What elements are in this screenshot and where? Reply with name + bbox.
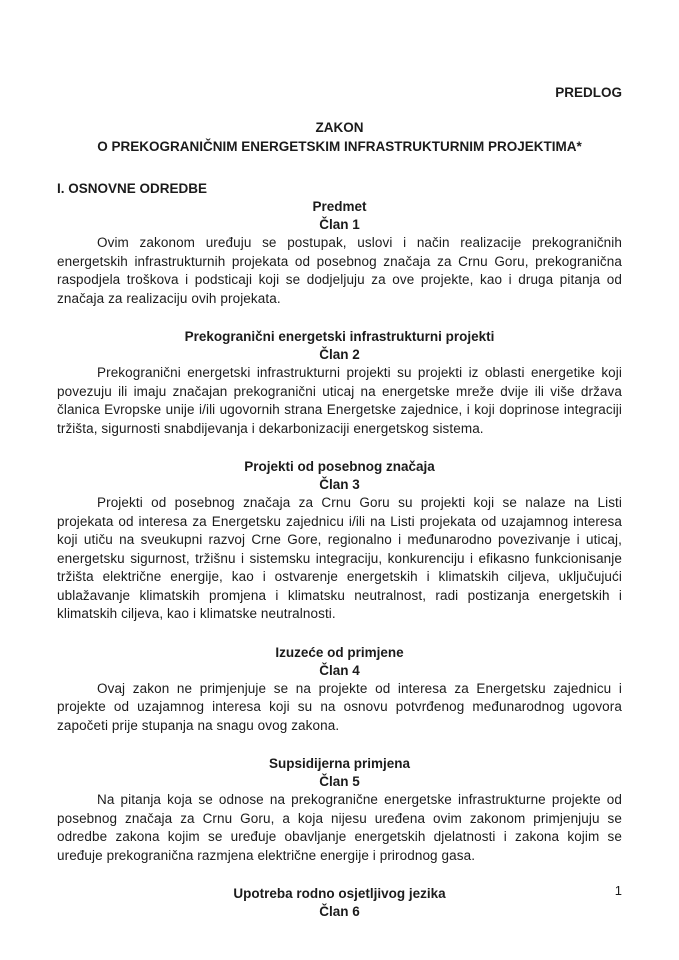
section-heading: Prekogranični energetski infrastrukturni projekti — [184, 329, 495, 344]
section-heading: Supsidijerna primjena — [268, 756, 411, 771]
article-number: Član 3 — [319, 477, 360, 492]
article-number: Član 6 — [319, 904, 360, 919]
section-prekogranicni-projekti — [57, 328, 622, 438]
section-supsidijerna-primjena — [57, 755, 622, 865]
article-body: Ovim zakonom uređuju se postupak, uslovi i način realizacije prekograničnih energetskih infrastrukturnih projekata od posebnog značaja za Crnu Goru, prekogranična raspodjela troškova i podsticaji koji se dodjeljuju za ove projekte, kao i druga pitanja od značaja za realizaciju ovih projekata. — [57, 235, 622, 306]
section-upotreba-rodno-osjetljivog-jezika — [57, 885, 622, 921]
document-title-line1: ZAKON — [315, 120, 364, 135]
article-body: Ovaj zakon ne primjenjuje se na projekte od interesa za Energetsku zajednicu i projekte od uzajamnog interesa koji su na osnovu potvrđenog međunarodnog ugovora započeti prije stupanja na snagu ovog zakona. — [57, 680, 622, 733]
article-body: Prekogranični energetski infrastrukturni projekti su projekti iz oblasti energetike koji povezuju ili imaju značajan prekogranični uticaj na energetske mreže dvije ili više država članica Evropske unije i/ili ugovornih strana Energetske zajednice, i koji doprinose integraciji tržišta, sigurnosti snabdijevanja i dekarbonizaciji energetskog sistema. — [57, 365, 622, 436]
document-tag: PREDLOG — [555, 85, 622, 100]
section-heading: Upotreba rodno osjetljivog jezika — [233, 886, 446, 901]
article-body: Na pitanja koja se odnose na prekogranične energetske infrastrukturne projekte od posebnog značaja za Crnu Goru, a koja nijesu uređena ovim zakonom primjenjuju se odredbe zakona kojim se uređuje obavljanje energetskih djelatnosti i zakona kojim se uređuje prekogranična razmjena električne energije i prirodnog gasa. — [57, 792, 622, 863]
article-body: Projekti od posebnog značaja za Crnu Goru su projekti koji se nalaze na Listi projekata od interesa za Energetsku zajednicu i/ili na Listi projekata od uzajamnog interesa koji utiču na sveukupni razvoj Crne Gore, regionalno i međunarodno povezivanje i uticaj, energetsku sigurnost, tržišnu i sistemsku integraciju, konkurenciju i efikasno funkcionisanje tržišta električne energije, kao i ostvarenje energetskih i klimatskih ciljeva, uključujući ublažavanje klimatskih promjena i klimatsku neutralnost, radi postizanja energetskih i klimatskih ciljeva, kao i klimatske neutralnosti. — [57, 495, 622, 621]
article-number: Član 1 — [319, 217, 360, 232]
article-number: Član 5 — [319, 774, 360, 789]
section-heading: Predmet — [312, 199, 367, 214]
document-title-line2: O PREKOGRANIČNIM ENERGETSKIM INFRASTRUKTURNIM PROJEKTIMA* — [97, 139, 582, 154]
article-number: Član 4 — [319, 662, 360, 678]
section-predmet — [57, 198, 622, 308]
section-heading: Izuzeće od primjene — [275, 644, 404, 660]
chapter-heading: I. OSNOVNE ODREDBE — [57, 181, 208, 196]
page-number: 1 — [614, 883, 622, 898]
article-number: Član 2 — [319, 347, 360, 362]
section-projekti-od-posebnog-znacaja — [57, 458, 622, 624]
section-izuzece-od-primjene — [57, 644, 622, 736]
section-heading: Projekti od posebnog značaja — [244, 459, 435, 474]
